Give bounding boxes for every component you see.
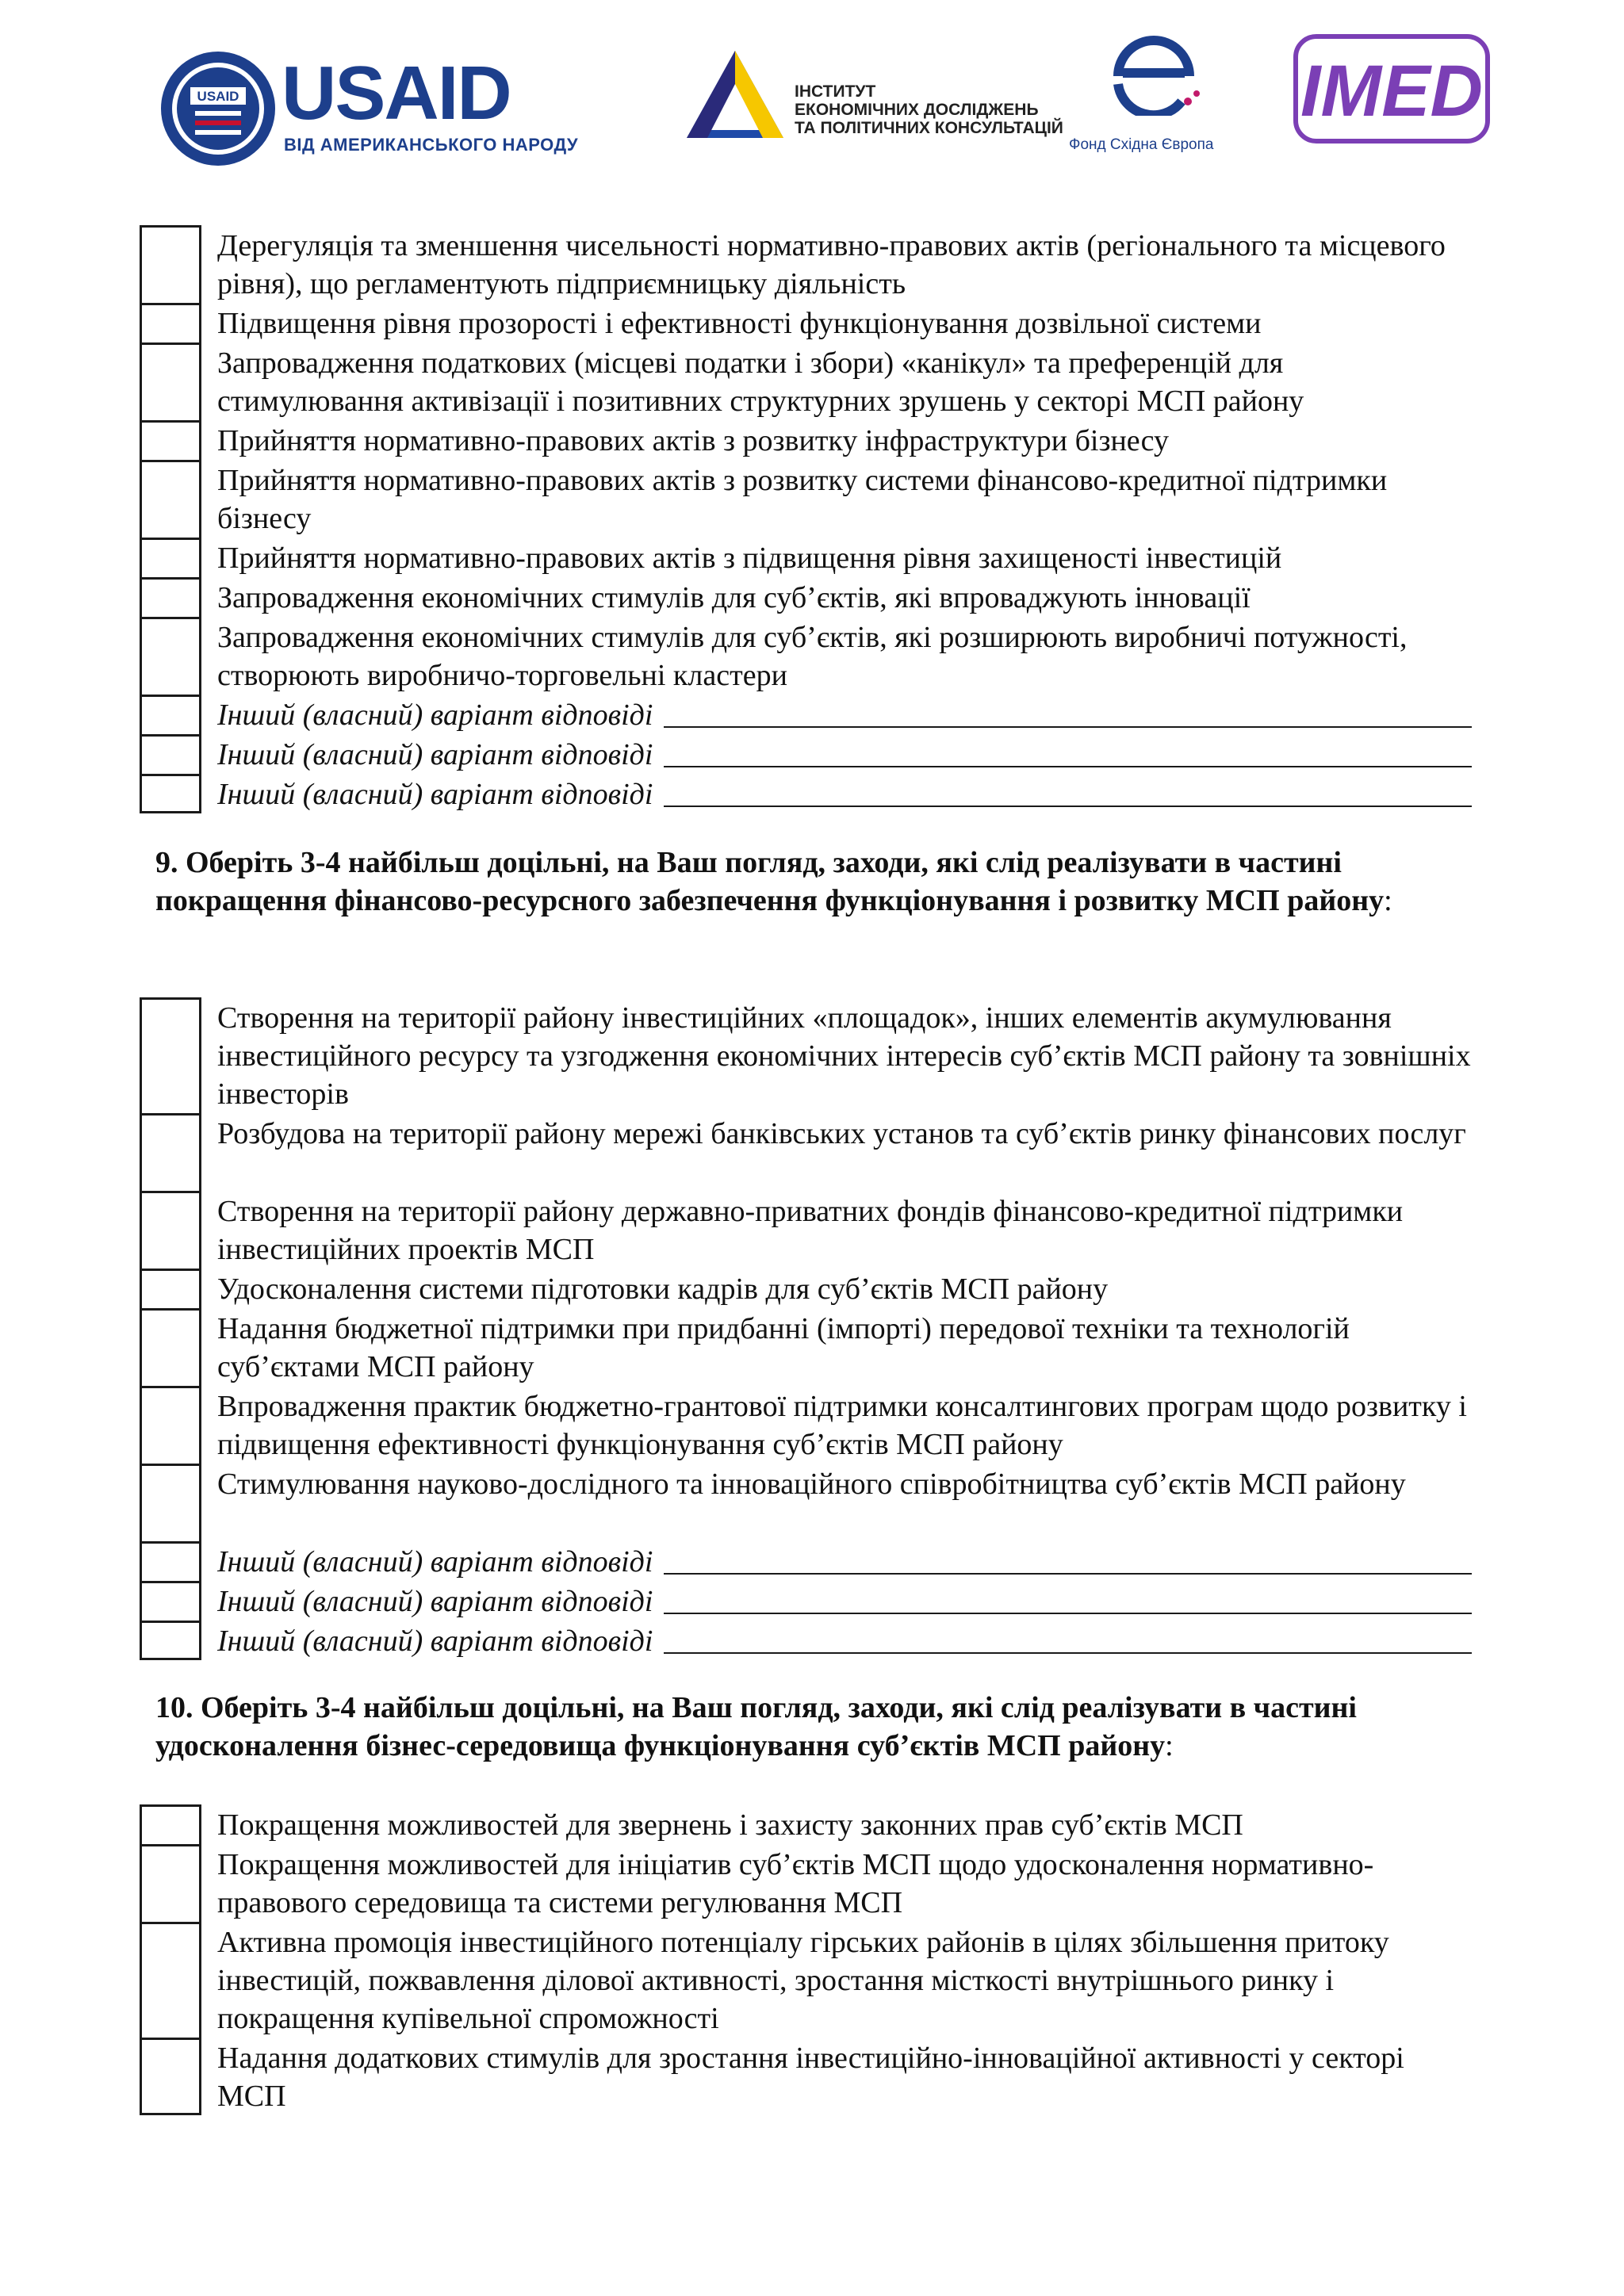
option-label: Надання бюджетної підтримки при придбанні (імпорті) передової техніки та технологій суб’єктами МСП району (217, 1312, 1350, 1383)
fse-name: Фонд Східна Європа (1069, 136, 1214, 153)
question-10-options (140, 1804, 1472, 2115)
option-row (140, 997, 1472, 1113)
option-checkbox[interactable] (140, 1191, 201, 1269)
previous-question-options (140, 225, 1472, 813)
usaid-tagline: ВІД АМЕРИКАНСЬКОГО НАРОДУ (284, 135, 579, 155)
other-option-label: Інший (власний) варіант відповіді (217, 1624, 653, 1658)
option-label: Прийняття нормативно-правових актів з підвищення рівня захищеності інвестицій (217, 541, 1282, 575)
option-label: Покращення можливостей для ініціатив суб’єктів МСП щодо удосконалення нормативно-правового середовища та системи регулювання МСП (217, 1848, 1374, 1919)
option-checkbox[interactable] (140, 577, 201, 617)
ier-line-3: ТА ПОЛІТИЧНИХ КОНСУЛЬТАЦІЙ (795, 119, 1063, 137)
option-label: Створення на території району державно-приватних фондів фінансово-кредитної підтримки інвестиційних проектів МСП (217, 1195, 1404, 1266)
other-answer-line[interactable] (664, 1612, 1472, 1614)
other-option-label: Інший (власний) варіант відповіді (217, 1585, 653, 1618)
question-10 (155, 1689, 1472, 1765)
option-checkbox[interactable] (140, 1308, 201, 1386)
option-row (140, 1804, 1472, 1844)
option-checkbox[interactable] (140, 2038, 201, 2115)
option-row-other (140, 1541, 1472, 1581)
option-checkbox[interactable] (140, 1113, 201, 1191)
option-checkbox[interactable] (140, 734, 201, 774)
option-label: Впровадження практик бюджетно-грантової підтримки консалтингових програм щодо розвитку і підвищення ефективності функціонування суб’єктів МСП району (217, 1390, 1467, 1461)
option-row (140, 303, 1472, 342)
imed-logo (1293, 33, 1491, 144)
option-row-other (140, 695, 1472, 734)
question-10-colon: : (1165, 1729, 1174, 1762)
option-row (140, 1191, 1472, 1269)
other-option-label: Інший (власний) варіант відповіді (217, 778, 653, 811)
other-option (217, 1541, 1472, 1581)
option-checkbox[interactable] (140, 342, 201, 420)
option-row (140, 577, 1472, 617)
option-label: Активна промоція інвестиційного потенціалу гірських районів в цілях збільшення притоку інвестицій, пожвавлення ділової активності, зростання місткості внутрішнього ринку і покращення купівельної спроможності (217, 1926, 1389, 2035)
other-answer-line[interactable] (664, 725, 1472, 728)
option-row (140, 1386, 1472, 1464)
option-checkbox[interactable] (140, 1464, 201, 1541)
option-row-other (140, 1581, 1472, 1621)
fse-logo (1102, 29, 1205, 116)
option-checkbox[interactable] (140, 538, 201, 577)
option-checkbox[interactable] (140, 1621, 201, 1660)
option-label: Удосконалення системи підготовки кадрів для суб’єктів МСП району (217, 1272, 1109, 1306)
option-checkbox[interactable] (140, 774, 201, 813)
option-checkbox[interactable] (140, 1269, 201, 1308)
other-option (217, 1621, 1472, 1660)
option-label: Покращення можливостей для звернень і захисту законних прав суб’єктів МСП (217, 1808, 1243, 1842)
option-checkbox[interactable] (140, 420, 201, 460)
question-9-title: 9. Оберіть 3-4 найбільш доцільні, на Ваш погляд, заходи, які слід реалізувати в частині покращення фінансово-ресурсного забезпечення функціонування і розвитку МСП району (155, 846, 1385, 917)
usaid-seal-text: USAID (197, 89, 239, 104)
other-option-label: Інший (власний) варіант відповіді (217, 738, 653, 771)
option-row (140, 1113, 1472, 1191)
option-row (140, 460, 1472, 538)
option-checkbox[interactable] (140, 460, 201, 538)
question-9-options (140, 997, 1472, 1660)
option-row (140, 1844, 1472, 1922)
other-answer-line[interactable] (664, 1572, 1472, 1575)
question-9-colon: : (1384, 884, 1392, 917)
option-checkbox[interactable] (140, 225, 201, 303)
option-row (140, 1269, 1472, 1308)
option-checkbox[interactable] (140, 997, 201, 1113)
option-row (140, 420, 1472, 460)
other-answer-line[interactable] (664, 805, 1472, 807)
option-checkbox[interactable] (140, 1581, 201, 1621)
question-9 (155, 844, 1472, 920)
ier-line-2: ЕКОНОМІЧНИХ ДОСЛІДЖЕНЬ (795, 101, 1039, 119)
option-checkbox[interactable] (140, 1386, 201, 1464)
option-label: Підвищення рівня прозорості і ефективності функціонування дозвільної системи (217, 307, 1262, 340)
option-row (140, 1922, 1472, 2038)
other-option (217, 695, 1472, 734)
usaid-seal-logo (159, 49, 278, 168)
option-row (140, 2038, 1472, 2115)
other-option (217, 734, 1472, 774)
other-option-label: Інший (власний) варіант відповіді (217, 698, 653, 732)
option-checkbox[interactable] (140, 1541, 201, 1581)
option-checkbox[interactable] (140, 303, 201, 342)
usaid-word: USAID (282, 51, 511, 136)
option-label: Запровадження економічних стимулів для суб’єктів, які розширюють виробничі потужності, створюють виробничо-торговельні кластери (217, 621, 1408, 692)
option-row-other (140, 1621, 1472, 1660)
option-label: Надання додаткових стимулів для зростання інвестиційно-інноваційної активності у секторі МСП (217, 2042, 1404, 2113)
option-label: Запровадження економічних стимулів для суб’єктів, які впроваджують інновації (217, 581, 1251, 614)
option-checkbox[interactable] (140, 1844, 201, 1922)
option-row (140, 1464, 1472, 1541)
option-row (140, 1308, 1472, 1386)
other-option (217, 1581, 1472, 1621)
imed-logo-text: IMED (1300, 51, 1483, 132)
option-row-other (140, 734, 1472, 774)
option-label: Стимулювання науково-дослідного та інноваційного співробітництва суб’єктів МСП району (217, 1468, 1406, 1501)
option-checkbox[interactable] (140, 617, 201, 695)
option-label: Дерегуляція та зменшення чисельності нормативно-правових актів (регіонального та місцевого рівня), що регламентують підприємницьку діяльність (217, 229, 1446, 300)
other-answer-line[interactable] (664, 765, 1472, 767)
option-label: Розбудова на території району мережі банківських установ та суб’єктів ринку фінансових послуг (217, 1117, 1466, 1150)
option-row (140, 538, 1472, 577)
ier-name (795, 82, 1063, 137)
option-row (140, 617, 1472, 695)
ier-line-1: ІНСТИТУТ (795, 82, 876, 101)
other-option-label: Інший (власний) варіант відповіді (217, 1545, 653, 1578)
other-answer-line[interactable] (664, 1651, 1472, 1654)
option-label: Прийняття нормативно-правових актів з розвитку інфраструктури бізнесу (217, 424, 1169, 457)
other-option (217, 774, 1472, 813)
usaid-red-accent (476, 55, 547, 132)
ier-triangle-logo (684, 48, 787, 141)
option-row-other (140, 774, 1472, 813)
question-10-title: 10. Оберіть 3-4 найбільш доцільні, на Ваш погляд, заходи, які слід реалізувати в частині удосконалення бізнес-середовища функціонування суб’єктів МСП району (155, 1691, 1357, 1762)
option-label: Запровадження податкових (місцеві податки і збори) «канікул» та преференцій для стимулювання активізації і позитивних структурних зрушень у секторі МСП району (217, 346, 1304, 418)
option-label: Створення на території району інвестиційних «площадок», інших елементів акумулювання інвестиційного ресурсу та узгодження економічних інтересів суб’єктів МСП району та зовнішніх інвесторів (217, 1001, 1471, 1111)
option-checkbox[interactable] (140, 695, 201, 734)
option-label: Прийняття нормативно-правових актів з розвитку системи фінансово-кредитної підтримки бізнесу (217, 464, 1388, 535)
option-row (140, 225, 1472, 303)
option-checkbox[interactable] (140, 1804, 201, 1844)
option-row (140, 342, 1472, 420)
option-checkbox[interactable] (140, 1922, 201, 2038)
